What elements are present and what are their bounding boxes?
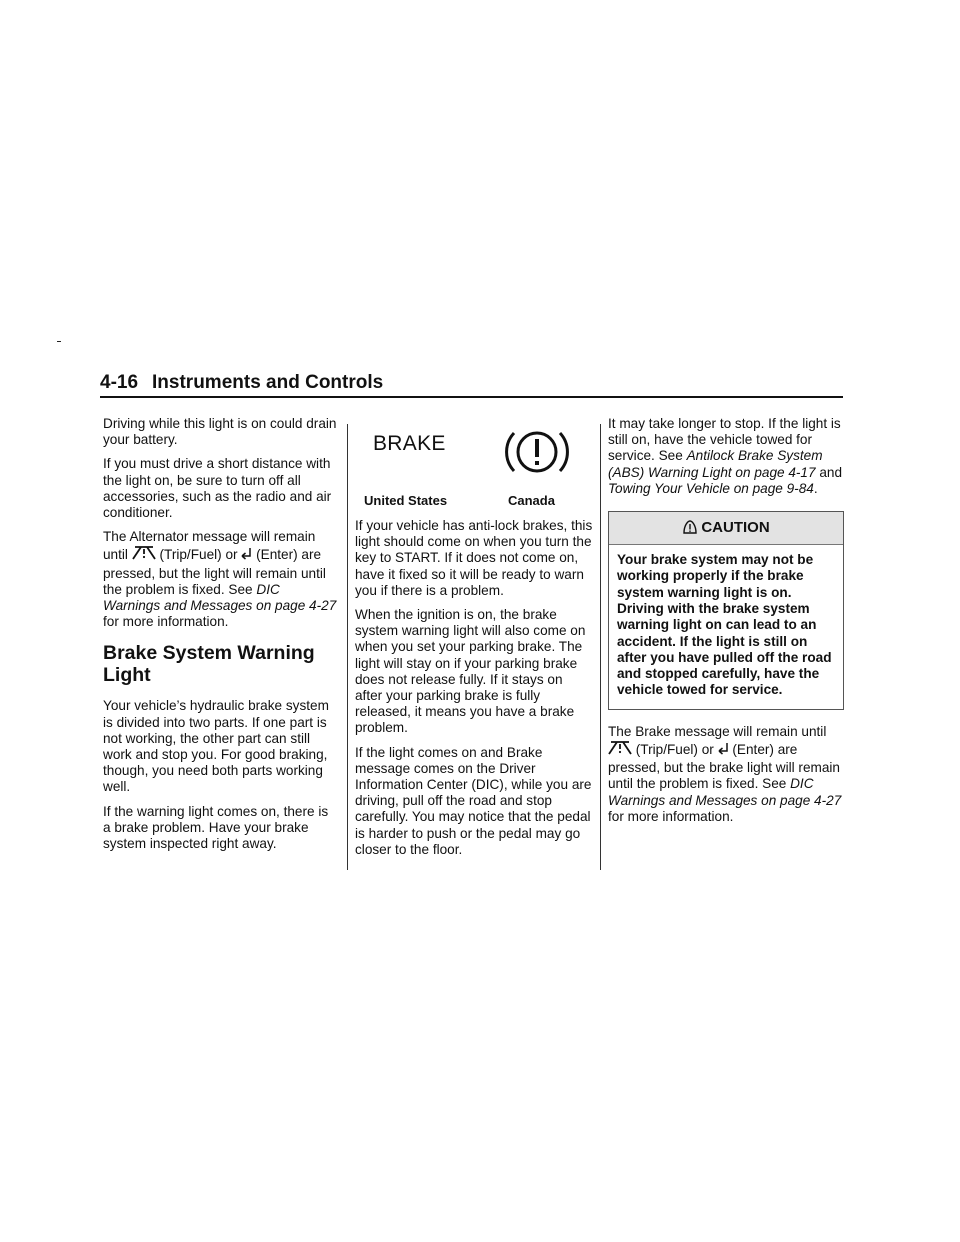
column-divider-left bbox=[347, 424, 348, 870]
text: (Trip/Fuel) or bbox=[632, 741, 718, 757]
margin-mark bbox=[57, 341, 61, 342]
page-number: 4-16 bbox=[100, 372, 139, 393]
paragraph: If the light comes on and Brake message comes on the Driver Information Center (DIC), while you are driving, pull off the road and stop carefully. You may notice that the pedal is harder to push or the pedal may go closer to the floor. bbox=[355, 744, 592, 857]
road-trip-icon bbox=[132, 545, 156, 565]
road-trip-icon bbox=[608, 740, 632, 760]
column-one bbox=[103, 416, 339, 860]
section-heading: Brake System Warning Light bbox=[103, 642, 315, 687]
page-header bbox=[100, 372, 843, 398]
paragraph: If your vehicle has anti-lock brakes, this light should come on when you turn the key to START. If it does not come on, have it fixed so it will be ready to warn you if there is a problem. bbox=[355, 518, 593, 598]
cross-reference-link[interactable]: DIC Warnings and Messages on page 4‑27 bbox=[103, 581, 337, 614]
caution-text: Your brake system may not be working properly if the brake system warning light is on. Driving with the brake system warning light on can lead to an accident. If the light is still on after you have pulled off the road and stopped carefully, have the vehicle towed for service. bbox=[617, 552, 832, 698]
paragraph-brake-message bbox=[608, 724, 844, 825]
text: It may take longer to stop. If the light is still on, have the vehicle towed for service. See bbox=[608, 416, 841, 464]
section-title: Instruments and Controls bbox=[152, 372, 384, 393]
text: and bbox=[815, 464, 843, 480]
caution-header bbox=[609, 512, 843, 545]
circle-exclamation-brake-icon bbox=[505, 424, 569, 484]
caution-title: CAUTION bbox=[701, 519, 770, 537]
column-two bbox=[355, 416, 593, 866]
text: (Enter) are pressed, but the light will remain until the problem is fixed. See bbox=[103, 547, 326, 597]
text: for more information. bbox=[608, 808, 734, 824]
label-canada: Canada bbox=[508, 493, 555, 508]
text: The Brake message will remain until bbox=[608, 723, 827, 739]
cross-reference-link[interactable]: DIC Warnings and Messages on page 4‑27 bbox=[608, 776, 842, 808]
text: for more information. bbox=[103, 614, 229, 630]
cross-reference-link[interactable]: Towing Your Vehicle on page 9‑84 bbox=[608, 480, 814, 496]
brake-word-indicator: BRAKE bbox=[373, 432, 446, 455]
text: . bbox=[813, 480, 818, 496]
column-three bbox=[608, 416, 844, 833]
text: The Alternator message will remain until bbox=[103, 529, 316, 563]
paragraph bbox=[608, 416, 844, 497]
enter-arrow-icon bbox=[241, 547, 252, 565]
text: (Trip/Fuel) or bbox=[155, 547, 242, 563]
cross-reference-link[interactable]: Antilock Brake System (ABS) Warning Light on page 4‑17 bbox=[608, 448, 823, 480]
column-divider-right bbox=[600, 424, 601, 870]
caution-triangle-icon bbox=[682, 515, 698, 547]
paragraph-alternator bbox=[103, 529, 339, 630]
paragraph: If you must drive a short distance with the light on, be sure to turn off all accessories, such as the radio and air conditioner. bbox=[103, 456, 332, 521]
text: (Enter) are pressed, but the brake light will remain until the problem is fixed. See bbox=[608, 741, 840, 792]
label-united-states: United States bbox=[364, 493, 448, 508]
paragraph: Your vehicle’s hydraulic brake system is divided into two parts. If one part is not working, the other part can still work and stop you. For good braking, though, you need both parts working well. bbox=[103, 698, 329, 795]
brake-warning-graphic bbox=[355, 416, 593, 516]
paragraph: When the ignition is on, the brake system warning light will also come on when you set your parking brake. The light will stay on if your parking brake does not release fully. If it stays on after your parking brake is fully released, it means you have a brake problem. bbox=[355, 607, 586, 736]
enter-arrow-icon bbox=[718, 742, 729, 760]
caution-box bbox=[608, 511, 844, 710]
paragraph: If the warning light comes on, there is a brake problem. Have your brake system inspected right away. bbox=[103, 803, 329, 852]
paragraph: Driving while this light is on could drain your battery. bbox=[103, 416, 337, 448]
